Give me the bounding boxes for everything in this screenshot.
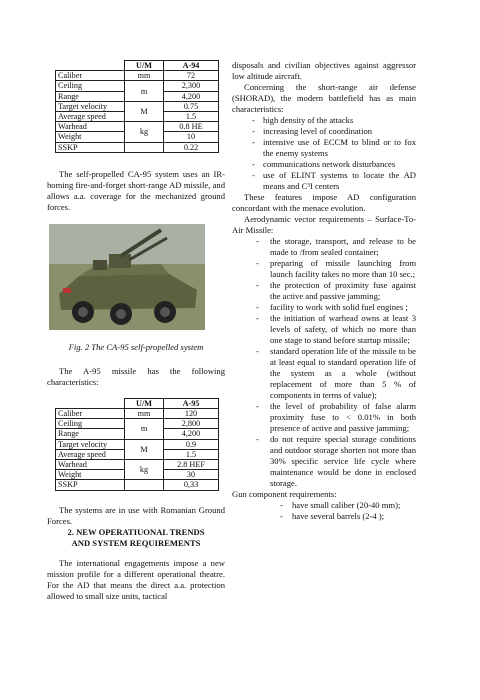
table-row	[56, 409, 219, 419]
table-row	[56, 81, 219, 91]
table-row	[56, 419, 219, 429]
list-item: - the initiation of warhead owns at least 3 levels of safety, of which no more than one stage to stand before startup missile;	[232, 313, 416, 346]
figure-caption: Fig. 2 The CA-95 self-propelled system	[68, 341, 204, 352]
usage-note: The systems are in use with Romanian Ground Forces.	[47, 504, 225, 526]
missile-requirements-list	[232, 236, 416, 489]
row-value: 1.5	[164, 449, 219, 459]
row-value: 120	[164, 409, 219, 419]
row-value: 0.9	[164, 439, 219, 449]
ca95-vehicle-photo	[49, 224, 205, 330]
continued-paragraph: disposals and civilian objectives against aggressor low altitude aircraft.	[232, 60, 416, 81]
a95-spec-table	[55, 398, 219, 491]
list-item: - preparing of missile launching from launch facility takes no more than 10 sec.;	[232, 258, 416, 280]
um-header: U/M	[125, 61, 164, 71]
missile-requirements-heading: Aerodynamic vector requirements – Surface-To-Air Missile:	[232, 214, 416, 235]
list-item: - facility to work with solid fuel engines ;	[232, 302, 416, 313]
row-label: Weight	[56, 470, 125, 480]
table-row	[56, 71, 219, 81]
row-unit: mm	[125, 409, 164, 419]
table-row	[56, 480, 219, 490]
row-value: 0,33	[164, 480, 219, 490]
row-label: Average speed	[56, 112, 125, 122]
row-value: 72	[164, 71, 219, 81]
shorad-paragraph: Concerning the short-range air defense (SHORAD), the modern battlefield has as main characteristics:	[232, 82, 416, 114]
a95-intro: The A-95 missile has the following characteristics:	[47, 365, 225, 387]
row-value: 4,200	[164, 91, 219, 101]
row-label: Ceiling	[56, 81, 125, 91]
row-unit: kg	[125, 460, 164, 480]
row-label: Range	[56, 429, 125, 439]
armored-vehicle-illustration	[49, 224, 205, 330]
row-label: Weight	[56, 132, 125, 142]
list-item: - high density of the attacks	[232, 115, 416, 126]
table-header-row	[56, 61, 219, 71]
model-header: A-95	[164, 398, 219, 408]
row-label: Range	[56, 91, 125, 101]
model-header: A-94	[164, 61, 219, 71]
row-unit: M	[125, 101, 164, 121]
list-item: - the level of probability of false alarm proximity fuse to < 0.01% in both presence of active and passive jamming;	[232, 401, 416, 434]
table-row	[56, 460, 219, 470]
table-row	[56, 122, 219, 132]
row-label: Warhead	[56, 122, 125, 132]
row-value: 2,300	[164, 81, 219, 91]
row-value: 0.22	[164, 142, 219, 152]
list-item: - increasing level of coordination	[232, 126, 416, 137]
list-item: - use of ELINT systems to locate the AD means and C³I centers	[232, 170, 416, 192]
gun-requirements-list	[232, 500, 416, 522]
row-value: 2.8 HEF	[164, 460, 219, 470]
um-header: U/M	[125, 398, 164, 408]
row-unit	[125, 142, 164, 152]
right-column	[232, 60, 416, 522]
battlefield-characteristics-list	[232, 115, 416, 192]
row-value: 10	[164, 132, 219, 142]
row-unit: M	[125, 439, 164, 459]
row-label: SSKP	[56, 142, 125, 152]
row-value: 4,200	[164, 429, 219, 439]
row-unit: m	[125, 419, 164, 439]
list-item: - do not require special storage conditions and outdoor storage shorten not more than 30% specific service life cycle where maintenance would be done in enclosed storage.	[232, 434, 416, 489]
gun-requirements-heading: Gun component requirements:	[232, 489, 337, 499]
table-header-row	[56, 398, 219, 408]
row-label: Average speed	[56, 449, 125, 459]
section-heading: 2. NEW OPERATIUONAL TRENDS	[67, 526, 205, 537]
table-row	[56, 101, 219, 111]
row-label: Target velocity	[56, 439, 125, 449]
left-column	[47, 60, 225, 602]
a94-spec-table	[55, 60, 219, 153]
row-value: 1.5	[164, 112, 219, 122]
row-label: Ceiling	[56, 419, 125, 429]
table-row	[56, 142, 219, 152]
list-item: - the storage, transport, and release to be made to /from sealed container;	[232, 236, 416, 258]
list-item: - have several barrels (2-4 );	[232, 511, 416, 522]
row-value: 30	[164, 470, 219, 480]
list-item: - communications network disturbances	[232, 159, 416, 170]
table-corner	[56, 398, 125, 408]
list-item: - intensive use of ECCM to blind or to fox the enemy systems	[232, 137, 416, 159]
ca95-description: The self-propelled CA-95 system uses an IR-homing fire-and-forget short-range AD missile, and allows a.a. coverage for the mechanized ground forces.	[47, 168, 225, 212]
table-corner	[56, 61, 125, 71]
row-value: 2,800	[164, 419, 219, 429]
row-label: Caliber	[56, 409, 125, 419]
list-item: - have small caliber (20-40 mm);	[232, 500, 416, 511]
row-label: SSKP	[56, 480, 125, 490]
intro-paragraph: The international engagements impose a new mission profile for a different operational theatre. For the AD that means the direct a.a. protection allowed to small size units, tactical	[47, 557, 225, 601]
row-unit	[125, 480, 164, 490]
row-unit: mm	[125, 71, 164, 81]
row-label: Target velocity	[56, 101, 125, 111]
section-heading-line2: AND SYSTEM REQUIREMENTS	[71, 537, 201, 548]
row-value: 0.8 HE	[164, 122, 219, 132]
row-label: Caliber	[56, 71, 125, 81]
row-value: 0.75	[164, 101, 219, 111]
row-label: Warhead	[56, 460, 125, 470]
list-item: - the protection of proximity fuse against the active and passive jamming;	[232, 280, 416, 302]
configuration-paragraph: These features impose AD configuration concordant with the menace evolution.	[232, 192, 416, 213]
row-unit: m	[125, 81, 164, 101]
row-unit: kg	[125, 122, 164, 142]
list-item: - standard operation life of the missile to be at least equal to standard operation life of the system as a whole (without replacement of more than 5 % of components in terms of value);	[232, 346, 416, 401]
table-row	[56, 439, 219, 449]
